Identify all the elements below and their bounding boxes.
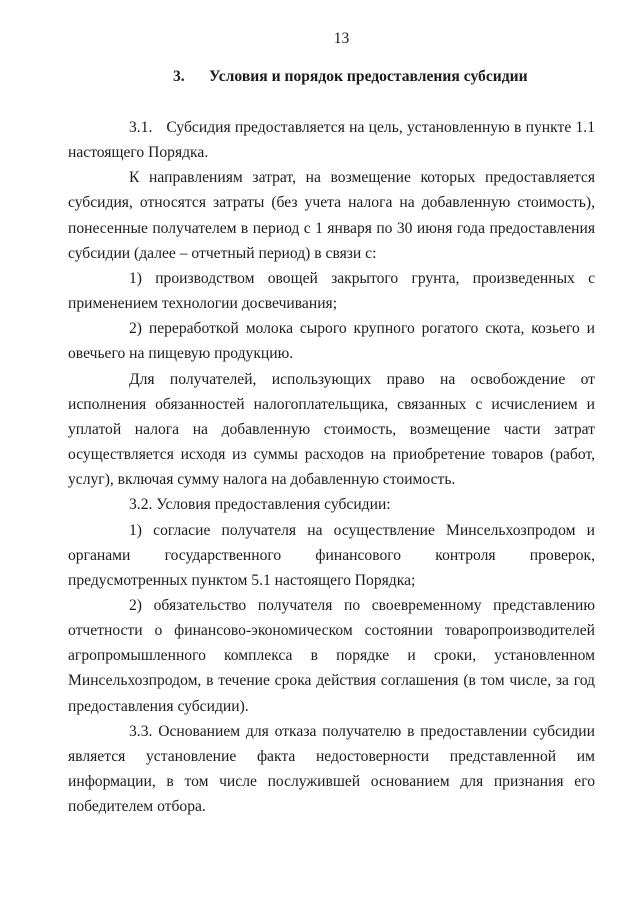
paragraph-item-vegetables: 1) производством овощей закрытого грунта, произведенных с применением технологии досвечивания; [68,269,595,313]
paragraph-expense-directions: К направлениям затрат, на возмещение которых предоставляется субсидия, относятся затраты (без учета налога на добавленную стоимость), понесенные получателем в период с 1 января по 30 июня года предоставления субсидии (далее – отчетный период) в связи с: [68,169,595,262]
paragraph-3-1 [68,115,595,165]
document-body [68,115,595,819]
section-number: 3. [173,68,185,85]
paragraph-condition-reporting: 2) обязательство получателя по своевременному представлению отчетности о финансово-экономическом состоянии товаропроизводителей агропромышленного комплекса в порядке и сроки, установленном Минсельхозпродом, в течение срока действия соглашения (в том числе, за год предоставления субсидии). [68,596,595,715]
paragraph-item-milk: 2) переработкой молока сырого крупного рогатого скота, козьего и овечьего на пищевую продукцию. [68,320,595,363]
paragraph-3-2: 3.2. Условия предоставления субсидии: [129,496,391,514]
paragraph-3-3: 3.3. Основанием для отказа получателю в предоставлении субсидии является установление факта недостоверности представленной им информации, в том числе послужившей основанием для признания его победителем отбора. [68,722,595,816]
paragraph-number: 3.1. [129,119,153,136]
section-heading [68,67,595,87]
paragraph-text: Субсидия предоставляется на цель, установленную в пункте 1.1 настоящего Порядка. [68,119,595,162]
section-title: Условия и порядок предоставления субсидии [209,68,528,85]
page-number: 13 [333,30,350,47]
paragraph-condition-consent: 1) согласие получателя на осуществление Минсельхозпродом и органами государственного финансового контроля проверок, предусмотренных пунктом 5.1 настоящего Порядка; [68,521,595,589]
paragraph-vat-exempt: Для получателей, использующих право на освобождение от исполнения обязанностей налогоплательщика, связанных с исчислением и уплатой налога на добавленную стоимость, возмещение части затрат осуществляется исходя из суммы расходов на приобретение товаров (работ, услуг), включая сумму налога на добавленную стоимость. [68,370,595,489]
